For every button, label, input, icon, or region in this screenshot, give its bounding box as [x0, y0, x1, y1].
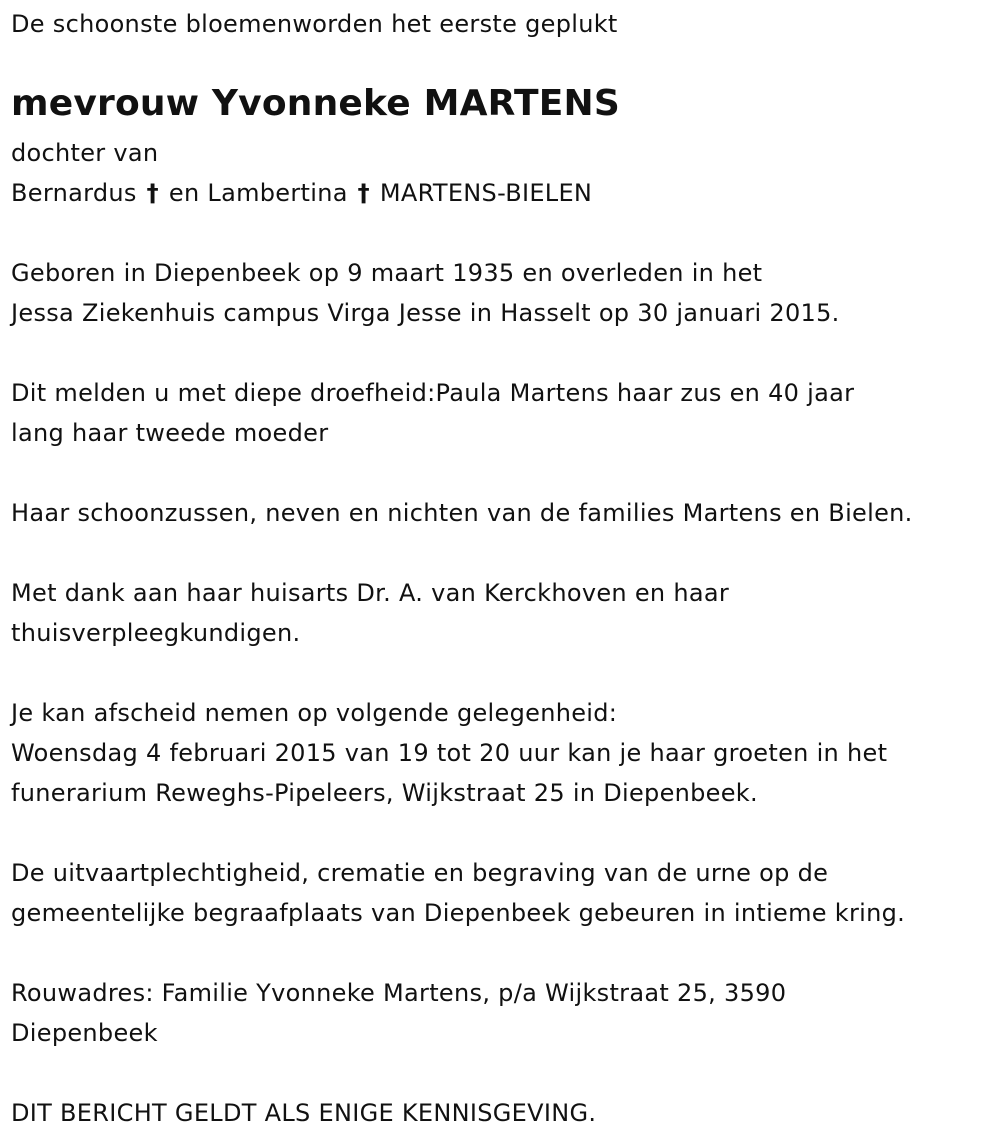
thanks-line-1: Met dank aan haar huisarts Dr. A. van Kerckhoven en haar	[11, 579, 730, 607]
thanks-line-2: thuisverpleegkundigen.	[11, 619, 301, 647]
relation-label: dochter van	[11, 139, 159, 167]
birth-death-line-1: Geboren in Diepenbeek op 9 maart 1935 en overleden in het	[11, 259, 763, 287]
farewell-line-1: Je kan afscheid nemen op volgende gelegenheid:	[11, 699, 618, 727]
mother-name: Lambertina	[207, 179, 348, 207]
notice-line: DIT BERICHT GELDT ALS ENIGE KENNISGEVING.	[11, 1099, 597, 1127]
ceremony-line-2: gemeentelijke begraafplaats van Diepenbeek gebeuren in intieme kring.	[11, 899, 906, 927]
parents-connector: en	[168, 179, 200, 207]
father-name: Bernardus	[11, 179, 137, 207]
birth-death-line-2: Jessa Ziekenhuis campus Virga Jesse in Hasselt op 30 januari 2015.	[11, 299, 840, 327]
relatives-line: Haar schoonzussen, neven en nichten van de families Martens en Bielen.	[11, 499, 913, 527]
parents-line	[11, 177, 592, 209]
cross-icon: †	[357, 179, 370, 207]
motto: De schoonste bloemenworden het eerste geplukt	[11, 10, 618, 38]
address-line-1: Rouwadres: Familie Yvonneke Martens, p/a Wijkstraat 25, 3590	[11, 979, 787, 1007]
announced-by-line-1: Dit melden u met diepe droefheid:Paula Martens haar zus en 40 jaar	[11, 379, 855, 407]
address-line-2: Diepenbeek	[11, 1019, 158, 1047]
cross-icon: †	[146, 179, 159, 207]
farewell-line-3: funerarium Reweghs-Pipeleers, Wijkstraat 25 in Diepenbeek.	[11, 779, 758, 807]
farewell-line-2: Woensdag 4 februari 2015 van 19 tot 20 uur kan je haar groeten in het	[11, 739, 888, 767]
ceremony-line-1: De uitvaartplechtigheid, crematie en begraving van de urne op de	[11, 859, 829, 887]
family-name: MARTENS-BIELEN	[379, 179, 593, 207]
announced-by-line-2: lang haar tweede moeder	[11, 419, 329, 447]
deceased-name: mevrouw Yvonneke MARTENS	[11, 83, 620, 124]
